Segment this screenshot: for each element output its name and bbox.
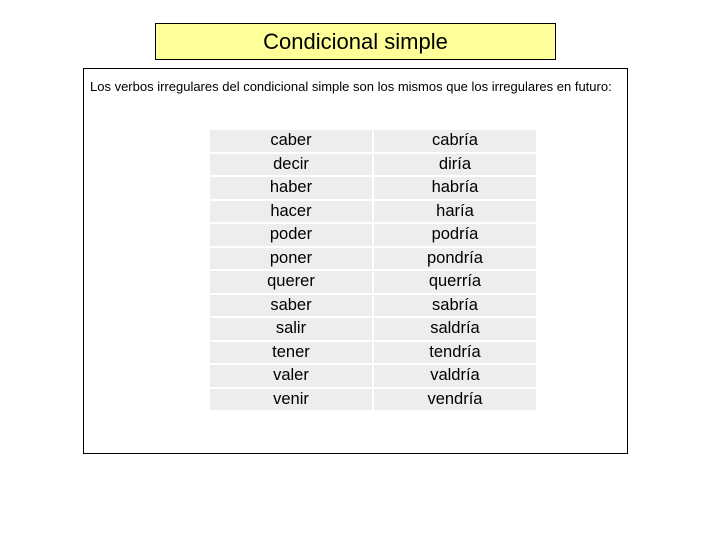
verb-table-body — [210, 130, 536, 411]
conditional-cell: habría — [373, 176, 536, 200]
verb-row — [210, 317, 536, 341]
conditional-cell: saldría — [373, 317, 536, 341]
verb-row — [210, 388, 536, 412]
conditional-cell: pondría — [373, 247, 536, 271]
intro-text: Los verbos irregulares del condicional simple son los mismos que los irregulares en futuro: — [90, 79, 612, 94]
verb-row — [210, 270, 536, 294]
infinitive-cell: saber — [210, 294, 373, 318]
verb-table — [210, 130, 536, 412]
verb-row — [210, 176, 536, 200]
infinitive-cell: tener — [210, 341, 373, 365]
content-panel — [83, 68, 628, 454]
verb-row — [210, 223, 536, 247]
title-banner — [155, 23, 556, 60]
conditional-cell: sabría — [373, 294, 536, 318]
infinitive-cell: poder — [210, 223, 373, 247]
verb-row — [210, 130, 536, 153]
infinitive-cell: caber — [210, 130, 373, 153]
conditional-cell: diría — [373, 153, 536, 177]
conditional-cell: haría — [373, 200, 536, 224]
infinitive-cell: hacer — [210, 200, 373, 224]
infinitive-cell: querer — [210, 270, 373, 294]
infinitive-cell: salir — [210, 317, 373, 341]
conditional-cell: tendría — [373, 341, 536, 365]
conditional-cell: vendría — [373, 388, 536, 412]
verb-row — [210, 153, 536, 177]
verb-row — [210, 247, 536, 271]
infinitive-cell: decir — [210, 153, 373, 177]
verb-row — [210, 200, 536, 224]
conditional-cell: podría — [373, 223, 536, 247]
conditional-cell: valdría — [373, 364, 536, 388]
conditional-cell: querría — [373, 270, 536, 294]
infinitive-cell: haber — [210, 176, 373, 200]
verb-row — [210, 364, 536, 388]
infinitive-cell: poner — [210, 247, 373, 271]
infinitive-cell: valer — [210, 364, 373, 388]
conditional-cell: cabría — [373, 130, 536, 153]
verb-row — [210, 341, 536, 365]
infinitive-cell: venir — [210, 388, 373, 412]
slide-title: Condicional simple — [263, 29, 448, 54]
verb-row — [210, 294, 536, 318]
